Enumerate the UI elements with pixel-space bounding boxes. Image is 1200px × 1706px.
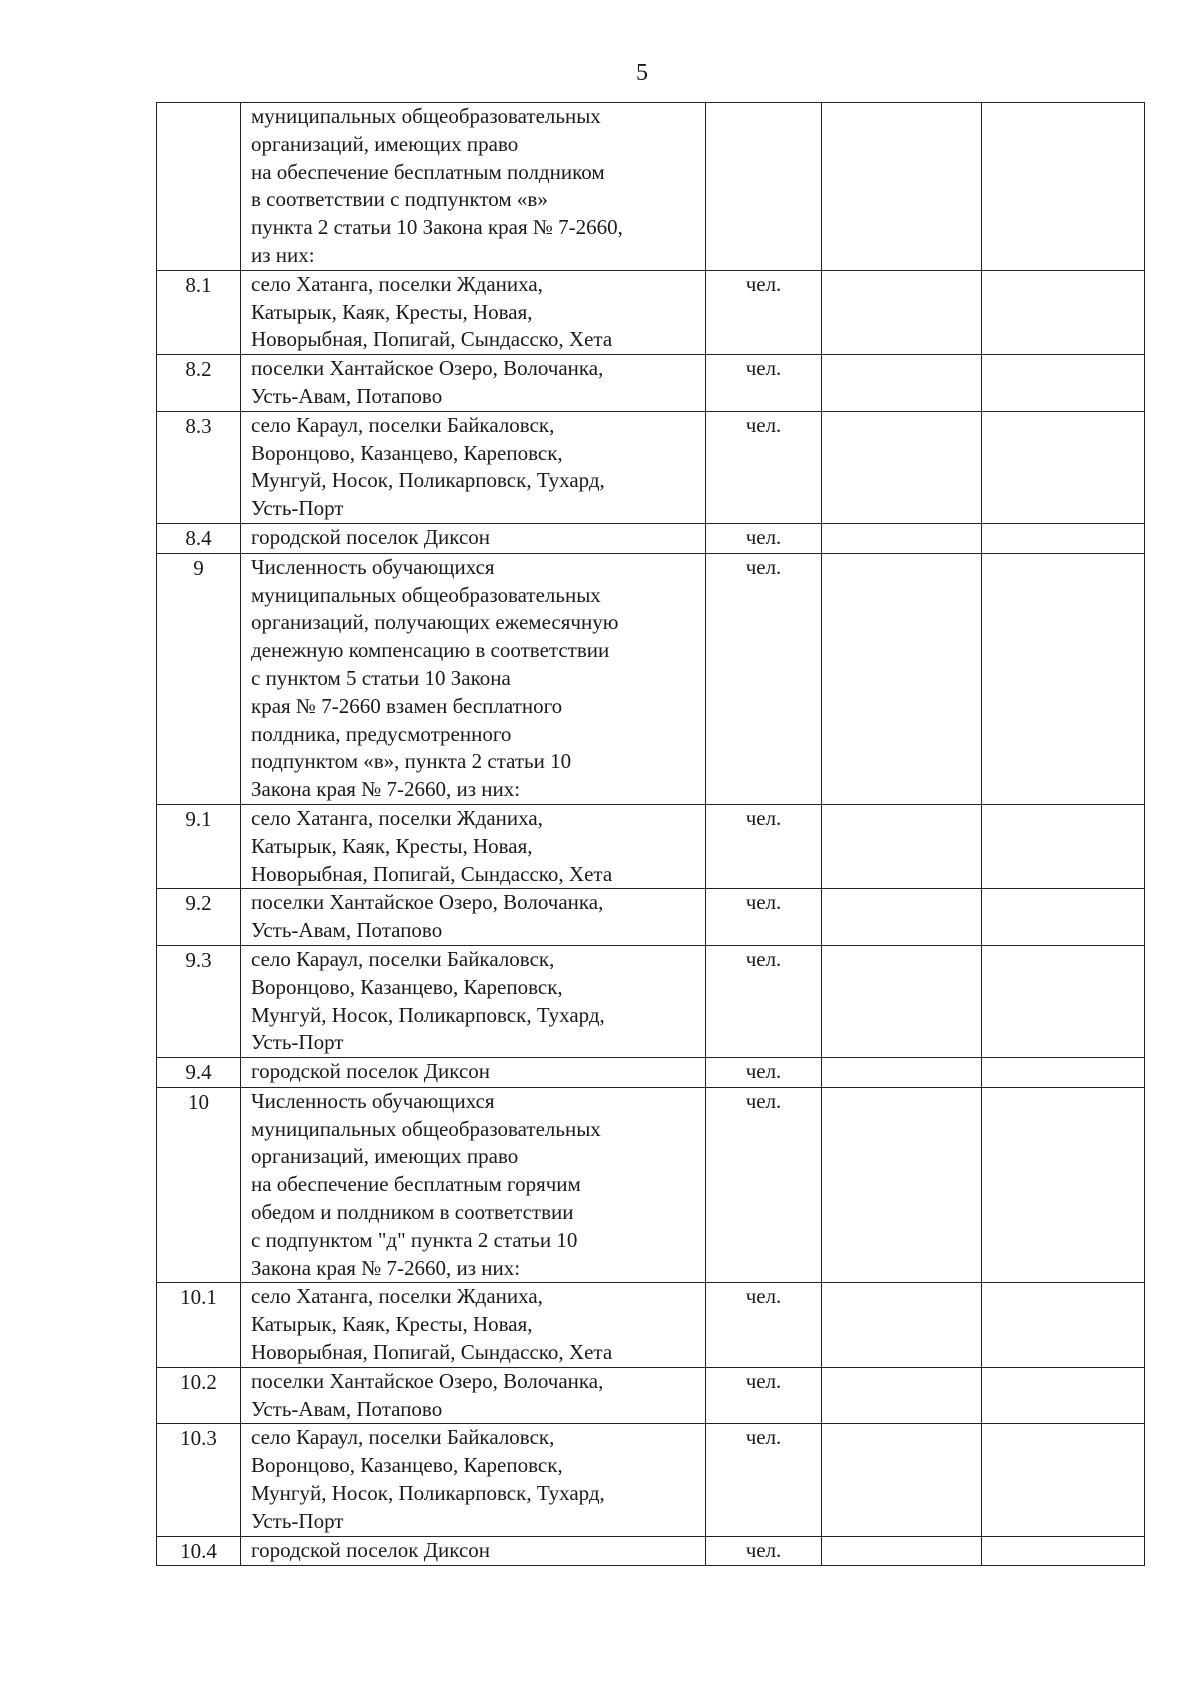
- indicator-name-line: Катырык, Каяк, Кресты, Новая,: [251, 1312, 533, 1337]
- indicator-name: [241, 523, 706, 553]
- indicator-name-line: Воронцово, Казанцево, Кареповск,: [251, 1453, 563, 1478]
- row-number: [157, 103, 241, 271]
- unit-cell: чел.: [706, 553, 822, 804]
- indicator-name: [241, 1283, 706, 1367]
- table-body: [157, 103, 1145, 1566]
- table-row: [157, 1536, 1145, 1566]
- indicator-name-line: на обеспечение бесплатным полдником: [251, 159, 605, 184]
- value-cell-2: [982, 889, 1145, 946]
- indicator-name-line: Закона края № 7-2660, из них:: [251, 1255, 521, 1280]
- indicator-name-line: поселки Хантайское Озеро, Волочанка,: [251, 890, 604, 915]
- indicator-name-line: село Караул, поселки Байкаловск,: [251, 412, 555, 437]
- indicator-name-line: муниципальных общеобразовательных: [251, 582, 601, 607]
- indicator-name-line: Усть-Порт: [251, 496, 344, 521]
- indicator-name-line: Усть-Порт: [251, 1508, 344, 1533]
- value-cell-2: [982, 1087, 1145, 1283]
- value-cell-1: [822, 553, 982, 804]
- indicator-name-line: Катырык, Каяк, Кресты, Новая,: [251, 299, 533, 324]
- indicator-name: [241, 270, 706, 354]
- indicators-table: [156, 102, 1145, 1566]
- indicator-name-line: на обеспечение бесплатным горячим: [251, 1172, 581, 1197]
- indicator-name: [241, 945, 706, 1057]
- unit-cell: чел.: [706, 1283, 822, 1367]
- value-cell-1: [822, 1087, 982, 1283]
- value-cell-2: [982, 945, 1145, 1057]
- row-number: 9.3: [157, 945, 241, 1057]
- indicator-name-line: полдника, предусмотренного: [251, 721, 512, 746]
- indicator-name-line: подпунктом «в», пункта 2 статьи 10: [251, 749, 572, 774]
- unit-cell: чел.: [706, 804, 822, 888]
- indicator-name-line: организаций, имеющих право: [251, 1144, 519, 1169]
- row-number: 10.2: [157, 1367, 241, 1424]
- indicator-name-line: с пунктом 5 статьи 10 Закона: [251, 665, 511, 690]
- indicator-name: [241, 553, 706, 804]
- unit-cell: чел.: [706, 355, 822, 412]
- row-number: 10.3: [157, 1424, 241, 1536]
- indicator-name: [241, 889, 706, 946]
- indicator-name-line: поселки Хантайское Озеро, Волочанка,: [251, 1368, 604, 1393]
- indicator-name-line: обедом и полдником в соответствии: [251, 1200, 574, 1225]
- value-cell-1: [822, 103, 982, 271]
- value-cell-2: [982, 1424, 1145, 1536]
- table-row: [157, 103, 1145, 271]
- row-number: 10: [157, 1087, 241, 1283]
- unit-cell: [706, 103, 822, 271]
- table-row: [157, 523, 1145, 553]
- indicator-name-line: в соответствии с подпунктом «в»: [251, 187, 548, 212]
- value-cell-2: [982, 270, 1145, 354]
- indicator-name-line: Численность обучающихся: [251, 554, 495, 579]
- indicator-name: [241, 804, 706, 888]
- indicator-name-line: Усть-Авам, Потапово: [251, 918, 443, 943]
- indicator-name-line: муниципальных общеобразовательных: [251, 104, 601, 128]
- indicator-name-line: денежную компенсацию в соответствии: [251, 638, 610, 663]
- value-cell-2: [982, 411, 1145, 523]
- table-row: [157, 889, 1145, 946]
- value-cell-2: [982, 553, 1145, 804]
- indicator-name-line: организаций, имеющих право: [251, 131, 519, 156]
- table-row: [157, 1367, 1145, 1424]
- table-row: [157, 355, 1145, 412]
- table-row: [157, 411, 1145, 523]
- indicator-name: [241, 1536, 706, 1566]
- row-number: 8.3: [157, 411, 241, 523]
- indicator-name-line: Усть-Авам, Потапово: [251, 1396, 443, 1421]
- indicator-name-line: село Хатанга, поселки Жданиха,: [251, 1284, 543, 1309]
- unit-cell: чел.: [706, 411, 822, 523]
- indicator-name-line: Воронцово, Казанцево, Кареповск,: [251, 440, 563, 465]
- indicator-name-line: Закона края № 7-2660, из них:: [251, 777, 521, 802]
- value-cell-1: [822, 804, 982, 888]
- value-cell-2: [982, 355, 1145, 412]
- value-cell-2: [982, 103, 1145, 271]
- indicator-name-line: село Караул, поселки Байкаловск,: [251, 1425, 555, 1450]
- value-cell-1: [822, 523, 982, 553]
- value-cell-2: [982, 1367, 1145, 1424]
- value-cell-1: [822, 1536, 982, 1566]
- indicator-name-line: Мунгуй, Носок, Поликарповск, Тухард,: [251, 1002, 605, 1027]
- unit-cell: чел.: [706, 945, 822, 1057]
- indicator-name-line: с подпунктом "д" пункта 2 статьи 10: [251, 1227, 578, 1252]
- unit-cell: чел.: [706, 1424, 822, 1536]
- value-cell-1: [822, 270, 982, 354]
- indicator-name-line: Новорыбная, Попигай, Сындасско, Хета: [251, 861, 613, 886]
- unit-cell: чел.: [706, 1058, 822, 1088]
- unit-cell: чел.: [706, 889, 822, 946]
- indicator-name-line: село Хатанга, поселки Жданиха,: [251, 805, 543, 830]
- value-cell-2: [982, 1283, 1145, 1367]
- unit-cell: чел.: [706, 1536, 822, 1566]
- indicator-name-line: село Караул, поселки Байкаловск,: [251, 946, 555, 971]
- indicator-name: [241, 1087, 706, 1283]
- value-cell-1: [822, 1367, 982, 1424]
- page-number: 5: [636, 60, 648, 86]
- value-cell-1: [822, 355, 982, 412]
- value-cell-1: [822, 1058, 982, 1088]
- value-cell-2: [982, 1536, 1145, 1566]
- indicator-name-line: Усть-Порт: [251, 1030, 344, 1055]
- indicator-name-line: село Хатанга, поселки Жданиха,: [251, 271, 543, 296]
- indicator-name: [241, 103, 706, 271]
- value-cell-2: [982, 523, 1145, 553]
- unit-cell: чел.: [706, 1367, 822, 1424]
- value-cell-1: [822, 889, 982, 946]
- indicator-name: [241, 355, 706, 412]
- row-number: 9.1: [157, 804, 241, 888]
- row-number: 8.1: [157, 270, 241, 354]
- indicator-name-line: пункта 2 статьи 10 Закона края № 7-2660,: [251, 215, 623, 240]
- indicator-name-line: Мунгуй, Носок, Поликарповск, Тухард,: [251, 1481, 605, 1506]
- indicator-name-line: Усть-Авам, Потапово: [251, 383, 443, 408]
- table-row: [157, 1087, 1145, 1283]
- value-cell-1: [822, 411, 982, 523]
- indicator-name-line: городской поселок Диксон: [251, 1059, 491, 1084]
- indicator-name-line: городской поселок Диксон: [251, 1537, 491, 1562]
- row-number: 9: [157, 553, 241, 804]
- indicator-name-line: организаций, получающих ежемесячную: [251, 610, 619, 635]
- table-row: [157, 553, 1145, 804]
- unit-cell: чел.: [706, 270, 822, 354]
- indicator-name-line: Численность обучающихся: [251, 1088, 495, 1113]
- indicator-name-line: городской поселок Диксон: [251, 524, 491, 549]
- row-number: 9.4: [157, 1058, 241, 1088]
- indicator-name-line: из них:: [251, 242, 315, 267]
- indicator-name-line: Новорыбная, Попигай, Сындасско, Хета: [251, 1340, 613, 1365]
- table-row: [157, 1058, 1145, 1088]
- unit-cell: чел.: [706, 1087, 822, 1283]
- value-cell-1: [822, 1424, 982, 1536]
- row-number: 10.4: [157, 1536, 241, 1566]
- indicator-name-line: муниципальных общеобразовательных: [251, 1116, 601, 1141]
- indicator-name: [241, 411, 706, 523]
- table-row: [157, 1283, 1145, 1367]
- table-row: [157, 945, 1145, 1057]
- value-cell-1: [822, 1283, 982, 1367]
- value-cell-2: [982, 804, 1145, 888]
- indicator-name-line: края № 7-2660 взамен бесплатного: [251, 693, 563, 718]
- row-number: 8.4: [157, 523, 241, 553]
- table-row: [157, 1424, 1145, 1536]
- indicator-name-line: Новорыбная, Попигай, Сындасско, Хета: [251, 327, 613, 352]
- table-row: [157, 804, 1145, 888]
- indicator-name-line: Мунгуй, Носок, Поликарповск, Тухард,: [251, 468, 605, 493]
- unit-cell: чел.: [706, 523, 822, 553]
- indicator-name-line: поселки Хантайское Озеро, Волочанка,: [251, 356, 604, 381]
- table-row: [157, 270, 1145, 354]
- indicator-name: [241, 1367, 706, 1424]
- indicator-name: [241, 1058, 706, 1088]
- indicator-name-line: Катырык, Каяк, Кресты, Новая,: [251, 833, 533, 858]
- indicator-name: [241, 1424, 706, 1536]
- row-number: 8.2: [157, 355, 241, 412]
- row-number: 10.1: [157, 1283, 241, 1367]
- row-number: 9.2: [157, 889, 241, 946]
- indicator-name-line: Воронцово, Казанцево, Кареповск,: [251, 974, 563, 999]
- value-cell-2: [982, 1058, 1145, 1088]
- value-cell-1: [822, 945, 982, 1057]
